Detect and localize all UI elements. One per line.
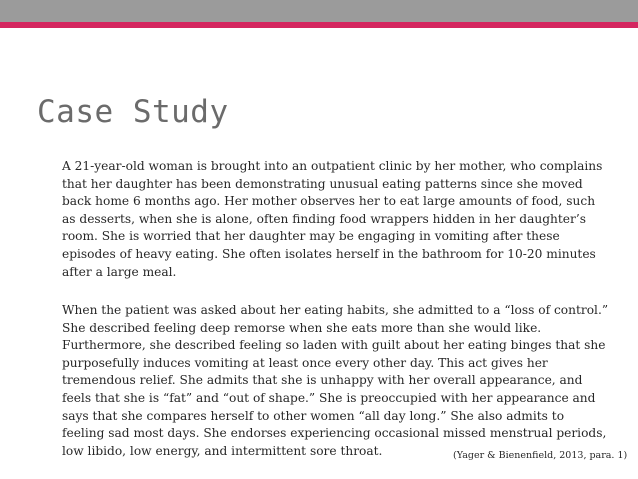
case-paragraph-1: A 21-year-old woman is brought into an outpatient clinic by her mother, who complains that her daughter has been demonstrating unusual eating patterns since she moved back home 6 months ago. Her mother observes her to eat large amounts of food, such as desserts, when she is alone, often finding food wrappers hidden in her daughter’s room. She is worried that her daughter may be engaging in vomiting after these episodes of heavy eating. She often isolates herself in the bathroom for 10-20 minutes after a large meal.: [62, 159, 603, 279]
case-paragraph-2: When the patient was asked about her eating habits, she admitted to a “loss of control.” She described feeling deep remorse when she eats more than she would like. Furthermore, she described feeling so laden with guilt about her eating binges that she purposefully induces vomiting at least once every other day. This act gives her tremendous relief. She admits that she is unhappy with her overall appearance, and feels that she is “fat” and “out of shape.” She is preoccupied with her appearance and says that she compares herself to other women “all day long.” She also admits to feeling sad most days. She endorses experiencing occasional missed menstrual periods, low libido, low energy, and intermittent sore throat.: [62, 303, 609, 458]
accent-stripe: [0, 22, 638, 28]
citation: (Yager & Bienenfield, 2013, para. 1): [453, 450, 628, 461]
slide-title: Case Study: [37, 94, 229, 130]
top-decorative-bar: [0, 0, 638, 22]
